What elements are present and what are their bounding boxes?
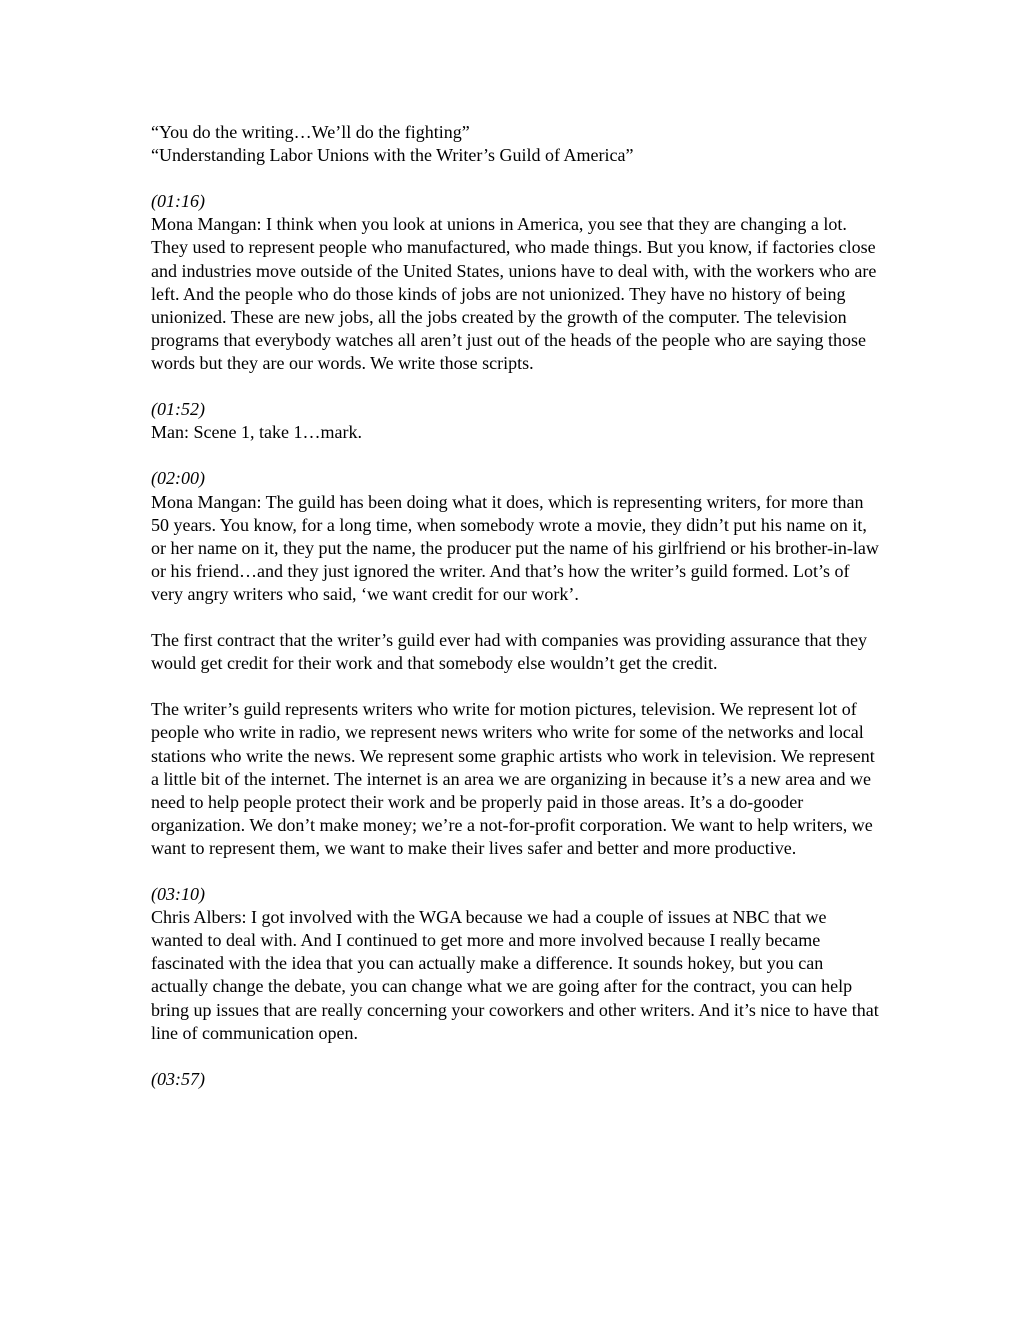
- timestamp: (03:57): [151, 1068, 205, 1089]
- transcript-paragraph: Chris Albers: I got involved with the WGA because we had a couple of issues at NBC that we wanted to deal with. And I continued to get more and more involved because I really became fascinated with the idea that you can actually make a difference. It sounds hokey, but you can actually change the debate, you can change what we are going after for the contract, you can help bring up issues that are really concerning your coworkers and other writers. And it’s nice to have that line of communication open.: [151, 907, 879, 1043]
- transcript-paragraph: Man: Scene 1, take 1…mark.: [151, 422, 362, 443]
- timestamp: (01:52): [151, 399, 205, 420]
- section-0200: [151, 467, 881, 606]
- document-page: [151, 121, 881, 1114]
- timestamp: (02:00): [151, 468, 205, 489]
- section-0310: [151, 883, 881, 1045]
- section-0152: [151, 398, 881, 444]
- transcript-paragraph: Mona Mangan: I think when you look at unions in America, you see that they are changing a lot. They used to represent people who manufactured, who made things. But you know, if factories close and industries move outside of the United States, unions have to deal with, with the workers who are left. And the people who do those kinds of jobs are not unionized. They have no history of being unionized. These are new jobs, all the jobs created by the growth of the computer. The television programs that everybody watches all aren’t just out of the heads of the people who are saying those words but they are our words. We write those scripts.: [151, 214, 877, 373]
- transcript-paragraph: Mona Mangan: The guild has been doing what it does, which is representing writers, for more than 50 years. You know, for a long time, when somebody wrote a movie, they didn’t put his name on it, or her name on it, they put the name, the producer put the name of his girlfriend or his brother-in-law or his friend…and they just ignored the writer. And that’s how the writer’s guild formed. Lot’s of very angry writers who said, ‘we want credit for our work’.: [151, 491, 879, 604]
- title-line-2: “Understanding Labor Unions with the Writer’s Guild of America”: [151, 145, 634, 166]
- section-0116: [151, 190, 881, 375]
- document-title: [151, 121, 881, 167]
- timestamp: (03:10): [151, 884, 205, 905]
- transcript-paragraph: The writer’s guild represents writers who write for motion pictures, television. We represent lot of people who write in radio, we represent news writers who write for some of the networks and local stations who write the news. We represent some graphic artists who work in television. We represent a little bit of the internet. The internet is an area we are organizing in because it’s a new area and we need to help people protect their work and be properly paid in those areas. It’s a do-gooder organization. We don’t make money; we’re a not-for-profit corporation. We want to help writers, we want to represent them, we want to make their lives safer and better and more productive.: [151, 699, 875, 858]
- section-0357: [151, 1068, 881, 1091]
- transcript-paragraph: The first contract that the writer’s guild ever had with companies was providing assurance that they would get credit for their work and that somebody else wouldn’t get the credit.: [151, 630, 867, 674]
- timestamp: (01:16): [151, 191, 205, 212]
- title-line-1: “You do the writing…We’ll do the fighting”: [151, 122, 470, 142]
